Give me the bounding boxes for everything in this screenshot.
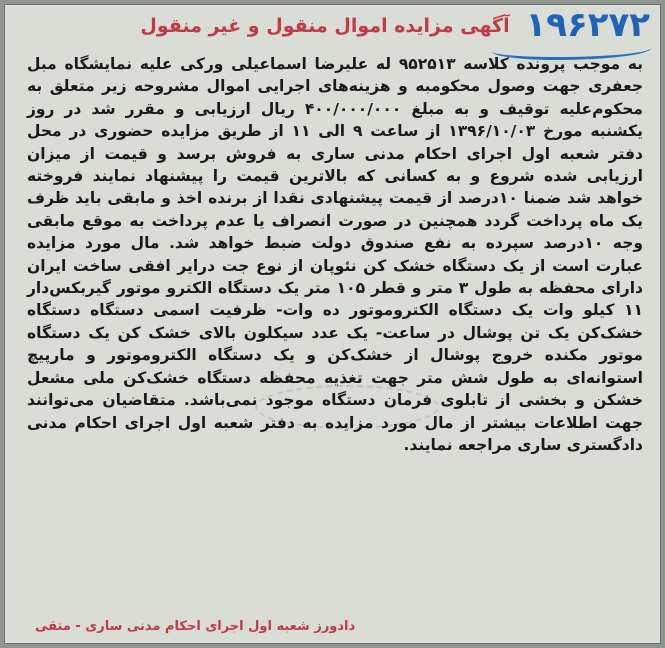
newspaper-clipping <box>4 4 661 644</box>
handwritten-number: ۱۹۶۲۷۲ <box>525 5 650 45</box>
notice-title: آگهی مزایده اموال منقول و غیر منقول <box>140 15 510 37</box>
notice-signature: دادورز شعبه اول اجرای احکام مدنی ساری - متقی <box>35 619 356 634</box>
notice-body: به موجب پرونده کلاسه ۹۵۲۵۱۳ له علیرضا اسماعیلی ورکی علیه نمایشگاه مبل جعفری جهت وصول محکومبه و هزینه‌های اجرایی اموال مشروحه زیر متعلق به محکوم‌علیه توقیف و به مبلغ ۴۰۰/۰۰۰/۰۰۰ ریال ارزیابی و مقرر شد در روز یکشنبه مورخ ۱۳۹۶/۱۰/۰۳ از ساعت ۹ الی ۱۱ از طریق مزایده حضوری در محل دفتر شعبه اول اجرای احکام مدنی ساری به فروش برسد و قیمت از میزان ارزیابی شده شروع و به کسانی که بالاترین قیمت را پیشنهاد نمایند فروخته خواهد شد ضمنا ۱۰درصد از قیمت پیشنهادی نقدا از برنده اخذ و مابقی باید ظرف یک ماه پرداخت گردد همچنین در صورت انصراف یا عدم پرداخت به موقع مابقی وجه ۱۰درصد سپرده به نفع صندوق دولت ضبط خواهد شد. مال مورد مزایده عبارت است از یک دستگاه خشک کن نئوپان از نوع جت درایر افقی ساخت ایران دارای محفظه به طول ۳ متر و قطر ۱۰۵ متر یک دستگاه الکترو موتور گیربکس‌دار ۱۱ کیلو وات یک دستگاه الکتروموتور ده وات- ظرفیت اسمی دستگاه دستگاه خشک‌کن یک تن پوشال در ساعت- یک عدد سیکلون بالای خشک کن یک دستگاه موتور مکنده خروج پوشال از خشک‌کن و یک دستگاه الکتروموتور و مارپیچ استوانه‌ای به طول شش متر جهت تغذیه محفظه دستگاه خشک‌کن ملی مشعل خشکن و بخشی از تابلوی فرمان دستگاه موجود نمی‌باشد. متقاضیان می‌توانند جهت اطلاعات بیشتر از مال مورد مزایده به دفتر شعبه اول اجرای احکام مدنی دادگستری ساری مراجعه نمایند. <box>27 55 644 454</box>
